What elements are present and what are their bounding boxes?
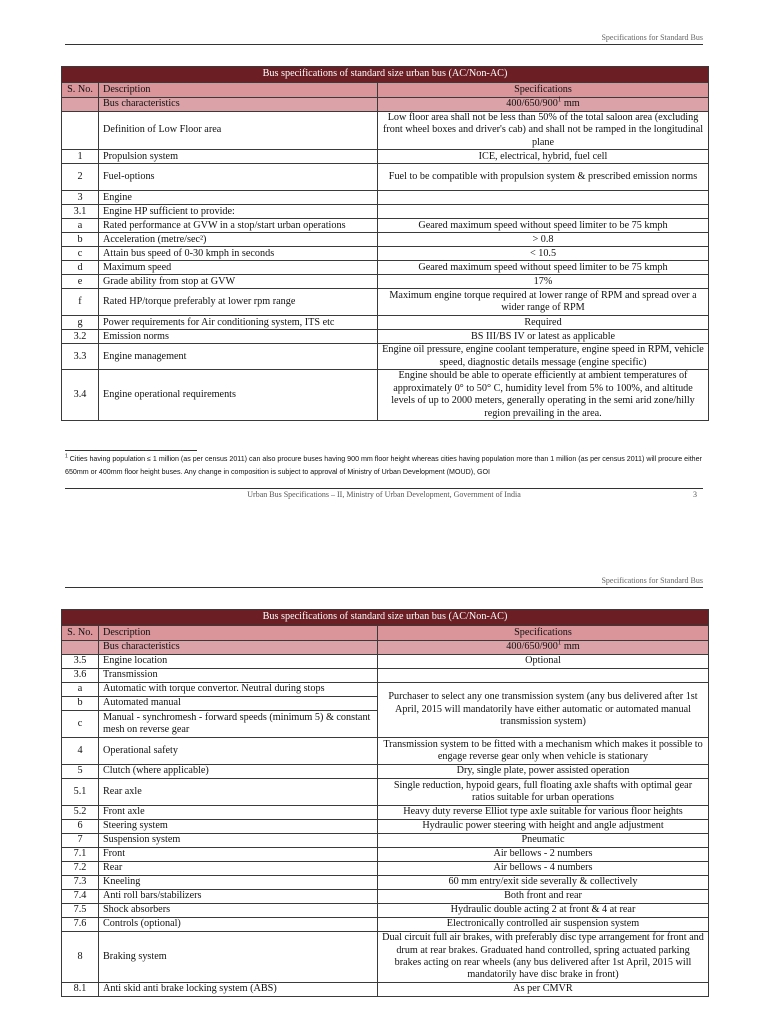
page-number: 3 — [693, 490, 697, 499]
table-row: 3.1 Engine HP sufficient to provide: — [62, 205, 709, 219]
table-row: 6 Steering system Hydraulic power steering with height and angle adjustment — [62, 820, 709, 834]
col-header-specifications: Specifications — [378, 626, 709, 641]
col-header-sno: S. No. — [62, 83, 99, 98]
table-row: 5 Clutch (where applicable) Dry, single plate, power assisted operation — [62, 765, 709, 779]
col-header-specifications: Specifications — [378, 83, 709, 98]
table-row: 7.2 Rear Air bellows - 4 numbers — [62, 862, 709, 876]
footnote-rule — [65, 450, 197, 451]
bus-characteristics-row — [62, 98, 709, 112]
bus-characteristics-value: $400/650/900^1$ mm — [378, 98, 709, 112]
running-header: Specifications for Standard Bus — [601, 576, 703, 585]
table-row: 3.3 Engine management Engine oil pressure, engine coolant temperature, engine speed in RPM, vehicle speed, diagnostic details message (engine specific) — [62, 344, 709, 370]
table-row: 7.1 Front Air bellows - 2 numbers — [62, 848, 709, 862]
table-row: a Rated performance at GVW in a stop/start urban operations Geared maximum speed without speed limiter to be 75 kmph — [62, 219, 709, 233]
spec-table-page1 — [61, 66, 709, 421]
table-row: b Automated manual — [62, 697, 709, 711]
table-row: g Power requirements for Air conditioning system, ITS etc Required — [62, 316, 709, 330]
table-row: 7.6 Controls (optional) Electronically controlled air suspension system — [62, 918, 709, 932]
table-row: 3.2 Emission norms BS III/BS IV or latest as applicable — [62, 330, 709, 344]
table-row: f Rated HP/torque preferably at lower rpm range Maximum engine torque required at lower range of RPM and spread over a wider range of RPM — [62, 289, 709, 316]
running-header: Specifications for Standard Bus — [601, 33, 703, 42]
table-row: 8 Braking system Dual circuit full air brakes, with preferably disc type arrangement for front and drum at rear brakes. Graduated hand controlled, spring actuated parking brakes acting on rear wheels (any bus delivered after 1st April, 2015 will mandatorily have disc brake in front) — [62, 932, 709, 983]
table-row: c Manual - synchromesh - forward speeds (minimum 5) & constant mesh on reverse gear — [62, 711, 709, 738]
table-row: 3.6 Transmission — [62, 669, 709, 683]
table-row: d Maximum speed Geared maximum speed without speed limiter to be 75 kmph — [62, 261, 709, 275]
footnote-ref: 1 — [557, 638, 562, 647]
col-header-description: Description — [99, 83, 378, 98]
header-rule — [65, 44, 703, 45]
table-row: 5.1 Rear axle Single reduction, hypoid gears, full floating axle shafts with optimal gear ratios suitable for urban operations — [62, 779, 709, 806]
spec-table-page2 — [61, 609, 709, 997]
header-rule — [65, 587, 703, 588]
table-row: b Acceleration (metre/sec²) > 0.8 — [62, 233, 709, 247]
table-row: c Attain bus speed of 0-30 kmph in seconds < 10.5 — [62, 247, 709, 261]
table-row: 7 Suspension system Pneumatic — [62, 834, 709, 848]
table-row: 3.5 Engine location Optional — [62, 655, 709, 669]
table-title: Bus specifications of standard size urban bus (AC/Non-AC) — [62, 67, 709, 83]
table-row: 7.4 Anti roll bars/stabilizers Both front and rear — [62, 890, 709, 904]
table-row: 2 Fuel-options Fuel to be compatible with propulsion system & prescribed emission norms — [62, 164, 709, 191]
bus-characteristics-label: Bus characteristics — [99, 641, 378, 655]
footnote: $^1$ Cities having population ≤ 1 million (as per census 2011) can also procure buses having 900 mm floor height whereas cities having population more than 1 million (as per census 2011) will procure either 650mm or 400mm floor height buses. Any change in composition is subject to approval of Ministry of Urban Development (MOUD), GOI — [65, 453, 702, 476]
table-row: 7.3 Kneeling 60 mm entry/exit side severally & collectively — [62, 876, 709, 890]
transmission-spec: Purchaser to select any one transmission system (any bus delivered after 1st April, 2015 will mandatorily have either automatic or automated manual transmission system) — [378, 683, 709, 738]
table-row: 3.4 Engine operational requirements Engine should be able to operate efficiently at ambient temperatures of approximately 0° to 50° C, humidity level from 5% to 100%, and altitude levels of up to 2000 meters, generally operating in the semi arid zone/hilly region prevailing in the area. — [62, 370, 709, 421]
table-row: 3 Engine — [62, 191, 709, 205]
table-row: Definition of Low Floor area Low floor area shall not be less than 50% of the total saloon area (excluding front wheel boxes and driver's cab) and shall not be ramped in the longitudinal plane — [62, 112, 709, 150]
bus-characteristics-row — [62, 641, 709, 655]
col-header-sno: S. No. — [62, 626, 99, 641]
table-row: 4 Operational safety Transmission system to be fitted with a mechanism which makes it possible to engage reverse gear only when vehicle is stationary — [62, 738, 709, 765]
footnote-ref: 1 — [557, 95, 562, 104]
footer-rule — [65, 488, 703, 489]
footer-text: Urban Bus Specifications – II, Ministry of Urban Development, Government of India — [247, 490, 521, 499]
table-row: 8.1 Anti skid anti brake locking system (ABS) As per CMVR — [62, 983, 709, 997]
table-row: 1 Propulsion system ICE, electrical, hybrid, fuel cell — [62, 150, 709, 164]
bus-characteristics-value: $400/650/900^1$ mm — [378, 641, 709, 655]
col-header-description: Description — [99, 626, 378, 641]
table-row: e Grade ability from stop at GVW 17% — [62, 275, 709, 289]
table-title: Bus specifications of standard size urban bus (AC/Non-AC) — [62, 610, 709, 626]
table-row: 7.5 Shock absorbers Hydraulic double acting 2 at front & 4 at rear — [62, 904, 709, 918]
bus-characteristics-label: Bus characteristics — [99, 98, 378, 112]
table-row: a Automatic with torque convertor. Neutral during stops Purchaser to select any one transmission system (any bus delivered after 1st April, 2015 will mandatorily have either automatic or automated manual transmission system) — [62, 683, 709, 697]
table-row: 5.2 Front axle Heavy duty reverse Elliot type axle suitable for various floor heights — [62, 806, 709, 820]
